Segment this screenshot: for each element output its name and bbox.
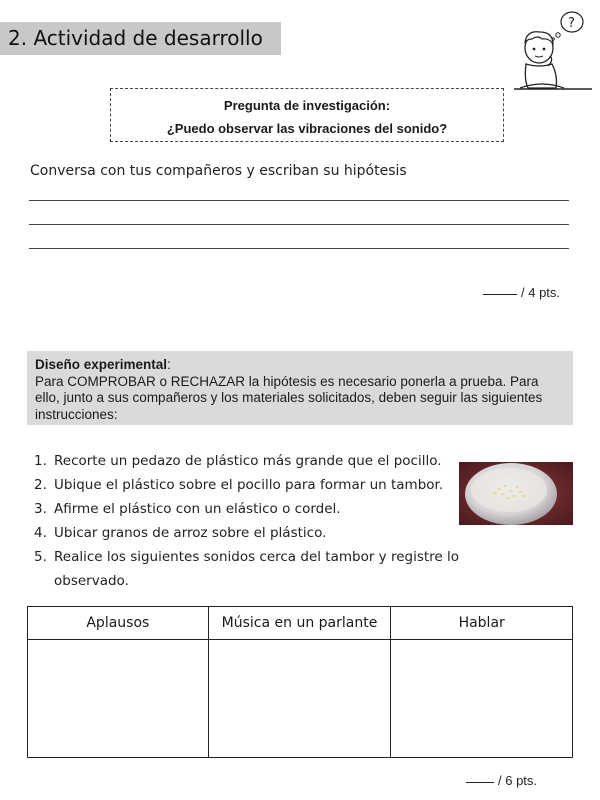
svg-text:?: ?: [568, 16, 575, 31]
table-row: [28, 640, 573, 758]
step-item: 2. Ubique el plástico sobre el pocillo para formar un tambor.: [34, 477, 444, 493]
column-header-aplausos: Aplausos: [28, 607, 209, 640]
step-item: 4. Ubicar granos de arroz sobre el plástico.: [34, 525, 327, 541]
section-title: 2. Actividad de desarrollo: [0, 22, 281, 55]
answer-cell[interactable]: [391, 640, 573, 758]
design-body: Para COMPROBAR o RECHAZAR la hipótesis es necesario ponerla a prueba. Para ello, junto a sus compañeros y los materiales solicitados, deben seguir las siguientes instrucciones:: [35, 373, 543, 422]
step-item: 3. Afirme el plástico con un elástico o cordel.: [34, 501, 341, 517]
answer-cell[interactable]: [28, 640, 209, 758]
answer-line[interactable]: [29, 200, 569, 201]
rice-drum-photo: [459, 462, 573, 525]
answer-cell[interactable]: [208, 640, 391, 758]
research-question-heading: Pregunta de investigación:: [223, 98, 391, 113]
step-item: observado.: [54, 573, 129, 589]
hypothesis-instruction: Conversa con tus compañeros y escriban su hipótesis: [30, 163, 407, 179]
research-question-box: [110, 88, 504, 142]
observation-table: [27, 606, 573, 758]
design-heading: Diseño experimental: [35, 357, 168, 372]
step-item: 1. Recorte un pedazo de plástico más grande que el pocillo.: [34, 453, 442, 469]
answer-line[interactable]: [29, 248, 569, 249]
score-label: / 6 pts.: [498, 773, 538, 788]
thinking-child-illustration: [512, 8, 594, 92]
table-header-row: [28, 607, 573, 640]
score-label: / 4 pts.: [521, 285, 561, 300]
hypothesis-score: [483, 285, 560, 300]
score-blank[interactable]: [483, 294, 517, 295]
step-item: 5. Realice los siguientes sonidos cerca del tambor y registre lo: [34, 549, 460, 565]
experimental-design-box: [27, 351, 573, 425]
research-question-text: ¿Puedo observar las vibraciones del sonido?: [166, 121, 448, 136]
column-header-musica: Música en un parlante: [208, 607, 391, 640]
score-blank[interactable]: [466, 782, 494, 783]
final-score: [466, 773, 537, 788]
answer-line[interactable]: [29, 224, 569, 225]
column-header-hablar: Hablar: [391, 607, 573, 640]
design-heading-colon: :: [167, 357, 171, 372]
